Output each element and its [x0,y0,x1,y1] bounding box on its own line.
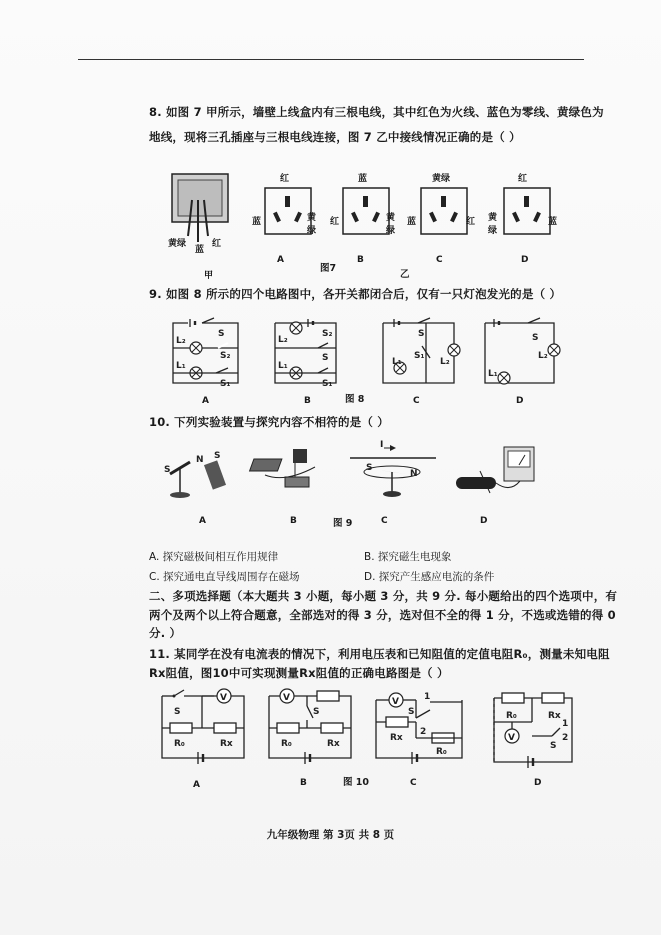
section2-line1: 二、多项选择题（本大题共 3 小题，每小题 3 分，共 9 分. 每小题给出的四个选项中，有 [149,589,618,603]
wire-label-blue: 蓝 [195,245,205,255]
q11-letter-b: B [300,778,307,788]
socket-a-right: 黄绿 [307,213,317,236]
fig10-caption: 图 10 [343,777,370,788]
svg-text:S: S [532,333,539,343]
svg-text:S: S [418,329,425,339]
svg-text:Rx: Rx [327,739,340,749]
socket-d-top: 红 [518,174,528,184]
svg-text:S₁: S₁ [322,379,333,389]
circuit-9b [270,318,342,388]
svg-text:R₀: R₀ [174,739,185,749]
svg-text:1: 1 [424,692,431,702]
experiment-a-magnets [160,448,240,503]
svg-text:L₁: L₁ [278,361,288,371]
socket-c-right: 红 [466,217,476,227]
circuit-11b [265,688,357,766]
socket-c-top: 黄绿 [432,174,451,184]
svg-text:S: S [313,707,320,717]
svg-text:V: V [508,733,515,743]
svg-text:S: S [218,329,225,339]
q9-text: 9. 如图 8 所示的四个电路图中，各开关都闭合后，仅有一只灯泡发光的是（ ） [149,287,562,301]
svg-text:Rx: Rx [220,739,233,749]
svg-text:1: 1 [562,719,569,729]
q10-text: 10. 下列实验装置与探究内容不相符的是（ ） [149,415,389,429]
q11-line1: 11. 某同学在没有电流表的情况下，利用电压表和已知阻值的定值电阻R₀，测量未知电阻 [149,647,610,661]
wire-label-red: 红 [212,239,222,249]
svg-text:L₁: L₁ [392,357,402,367]
svg-text:L₁: L₁ [176,361,186,371]
circuit-9d [480,318,560,388]
page-footer: 九年级物理 第 3页 共 8 页 [266,829,395,841]
socket-b-letter: B [357,255,364,265]
svg-text:Rx: Rx [390,733,403,743]
svg-text:L₂: L₂ [278,335,288,345]
svg-text:S: S [174,707,181,717]
svg-text:N: N [410,469,418,479]
circuit-9a [168,318,243,388]
socket-c [419,186,469,238]
socket-d-letter: D [521,255,529,265]
q10-letter-d: D [480,516,488,526]
q10-option-a: A. 探究磁极间相互作用规律 [149,551,279,563]
socket-a-left: 蓝 [252,217,262,227]
socket-d-right: 蓝 [548,217,558,227]
socket-a-letter: A [277,255,284,265]
socket-a-top: 红 [280,174,290,184]
svg-text:2: 2 [420,727,427,737]
jia-label: 甲 [204,271,214,281]
q9-letter-c: C [413,396,420,406]
socket-b-left: 红 [330,217,340,227]
socket-b [341,186,391,238]
circuit-11d [488,692,580,770]
svg-text:S: S [408,707,415,717]
svg-text:R₀: R₀ [436,747,447,757]
section2-line2: 两个及两个以上符合题意，全部选对的得 3 分，选对但不全的得 1 分，不选或选错的得 0 [149,608,616,622]
q8-line1: 8. 如图 7 甲所示，墙壁上线盒内有三根电线，其中红色为火线、蓝色为零线、黄绿色为 [149,105,604,119]
svg-text:L₂: L₂ [440,357,450,367]
svg-text:S: S [366,463,373,473]
circuit-9c [378,318,460,388]
socket-b-right: 黄绿 [386,213,396,236]
q10-option-c: C. 探究通电直导线周围存在磁场 [149,571,300,583]
socket-c-left: 蓝 [407,217,417,227]
q11-line2: Rx阻值，图10中可实现测量Rx阻值的正确电路图是（ ） [149,666,449,680]
svg-text:S₁: S₁ [414,351,425,361]
socket-c-letter: C [436,255,443,265]
svg-text:V: V [220,693,227,703]
svg-text:V: V [283,693,290,703]
fig7-caption: 图7 [320,263,337,274]
svg-text:S₂: S₂ [220,351,231,361]
q10-letter-a: A [199,516,206,526]
q10-option-b: B. 探究磁生电现象 [364,551,452,563]
svg-text:R₀: R₀ [281,739,292,749]
svg-text:S: S [164,465,171,475]
q11-letter-a: A [193,780,200,790]
svg-text:V: V [392,697,399,707]
svg-text:L₂: L₂ [538,351,548,361]
yi-label: 乙 [400,269,410,280]
svg-text:Rx: Rx [548,711,561,721]
circuit-11a [158,688,250,766]
svg-text:S₂: S₂ [322,329,333,339]
experiment-c-oersted [348,440,440,500]
svg-text:L₂: L₂ [176,336,186,346]
svg-text:S: S [322,353,329,363]
svg-text:S: S [550,741,557,751]
q10-option-d: D. 探究产生感应电流的条件 [364,571,495,583]
socket-d [502,186,552,238]
experiment-d-induction [450,443,545,503]
section2-line3: 分. ） [149,626,182,640]
experiment-b-generator [255,445,325,500]
fig9-caption: 图 9 [333,518,353,529]
q9-letter-b: B [304,396,311,406]
wire-label-yellowgreen: 黄绿 [168,239,187,249]
q10-letter-c: C [381,516,388,526]
socket-b-top: 蓝 [358,174,368,184]
wall-box-figure [168,170,248,280]
q9-letter-d: D [516,396,524,406]
fig8-caption: 图 8 [345,394,365,405]
q9-letter-a: A [202,396,209,406]
q11-letter-d: D [534,778,542,788]
svg-text:2: 2 [562,733,569,743]
socket-a [263,186,313,238]
current-label: I [380,440,384,450]
svg-text:L₁: L₁ [488,369,498,379]
svg-text:S: S [214,451,221,461]
svg-text:R₀: R₀ [506,711,517,721]
q11-letter-c: C [410,778,417,788]
socket-d-left: 黄绿 [488,213,498,236]
q8-line2: 地线，现将三孔插座与三根电线连接，图 7 乙中接线情况正确的是（ ） [149,130,521,144]
q10-letter-b: B [290,516,297,526]
header-rule [78,59,584,60]
svg-text:S₁: S₁ [220,379,231,389]
svg-text:N: N [196,455,204,465]
circuit-11c [372,688,468,766]
